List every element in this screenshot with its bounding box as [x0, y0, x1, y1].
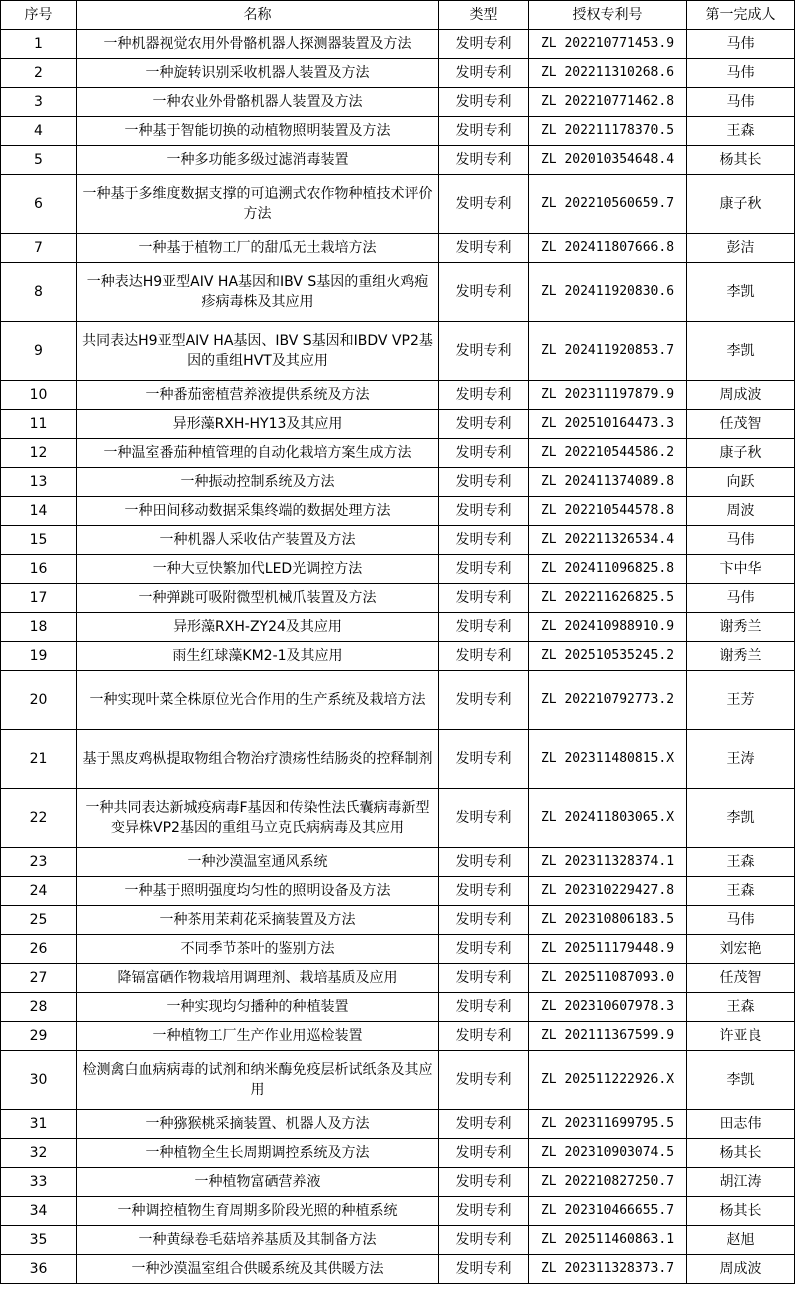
table-row — [1, 730, 795, 789]
cell-name: 一种猕猴桃采摘装置、机器人及方法 — [77, 1110, 439, 1139]
cell-type: 发明专利 — [439, 175, 529, 234]
cell-no: 27 — [1, 964, 77, 993]
cell-type: 发明专利 — [439, 1226, 529, 1255]
table-row — [1, 88, 795, 117]
cell-person: 向跃 — [687, 468, 795, 497]
cell-no: 10 — [1, 381, 77, 410]
cell-no: 20 — [1, 671, 77, 730]
cell-person: 王涛 — [687, 730, 795, 789]
cell-patent: ZL 202511179448.9 — [529, 935, 687, 964]
cell-no: 5 — [1, 146, 77, 175]
cell-person: 康子秋 — [687, 439, 795, 468]
cell-person: 李凯 — [687, 263, 795, 322]
cell-person: 杨其长 — [687, 146, 795, 175]
cell-patent: ZL 202211326534.4 — [529, 526, 687, 555]
cell-person: 王森 — [687, 848, 795, 877]
table-row — [1, 877, 795, 906]
cell-type: 发明专利 — [439, 730, 529, 789]
cell-patent: ZL 202210544586.2 — [529, 439, 687, 468]
cell-patent: ZL 202210771462.8 — [529, 88, 687, 117]
cell-no: 11 — [1, 410, 77, 439]
cell-name: 一种沙漠温室组合供暖系统及其供暖方法 — [77, 1255, 439, 1284]
cell-name: 一种植物富硒营养液 — [77, 1168, 439, 1197]
cell-name: 一种农业外骨骼机器人装置及方法 — [77, 88, 439, 117]
cell-name: 基于黑皮鸡枞提取物组合物治疗溃疡性结肠炎的控释制剂 — [77, 730, 439, 789]
cell-no: 25 — [1, 906, 77, 935]
table-row — [1, 146, 795, 175]
cell-person: 王森 — [687, 117, 795, 146]
cell-type: 发明专利 — [439, 1110, 529, 1139]
cell-no: 33 — [1, 1168, 77, 1197]
cell-type: 发明专利 — [439, 671, 529, 730]
cell-type: 发明专利 — [439, 1168, 529, 1197]
table-row — [1, 555, 795, 584]
cell-patent: ZL 202511222926.X — [529, 1051, 687, 1110]
table-row — [1, 613, 795, 642]
cell-no: 21 — [1, 730, 77, 789]
cell-no: 28 — [1, 993, 77, 1022]
cell-type: 发明专利 — [439, 88, 529, 117]
cell-patent: ZL 202211626825.5 — [529, 584, 687, 613]
cell-no: 30 — [1, 1051, 77, 1110]
cell-person: 刘宏艳 — [687, 935, 795, 964]
table-row — [1, 964, 795, 993]
cell-name: 异形藻RXH-ZY24及其应用 — [77, 613, 439, 642]
cell-type: 发明专利 — [439, 322, 529, 381]
cell-type: 发明专利 — [439, 30, 529, 59]
cell-no: 34 — [1, 1197, 77, 1226]
table-row — [1, 993, 795, 1022]
cell-person: 谢秀兰 — [687, 613, 795, 642]
table-row — [1, 1022, 795, 1051]
cell-type: 发明专利 — [439, 146, 529, 175]
cell-no: 35 — [1, 1226, 77, 1255]
cell-type: 发明专利 — [439, 468, 529, 497]
cell-type: 发明专利 — [439, 1197, 529, 1226]
cell-type: 发明专利 — [439, 381, 529, 410]
table-row — [1, 234, 795, 263]
cell-patent: ZL 202210771453.9 — [529, 30, 687, 59]
cell-type: 发明专利 — [439, 555, 529, 584]
table-row — [1, 935, 795, 964]
cell-person: 马伟 — [687, 59, 795, 88]
cell-patent: ZL 202310607978.3 — [529, 993, 687, 1022]
cell-patent: ZL 202511460863.1 — [529, 1226, 687, 1255]
cell-person: 马伟 — [687, 526, 795, 555]
cell-name: 一种植物全生长周期调控系统及方法 — [77, 1139, 439, 1168]
cell-person: 许亚良 — [687, 1022, 795, 1051]
cell-person: 马伟 — [687, 906, 795, 935]
cell-no: 12 — [1, 439, 77, 468]
cell-name: 异形藻RXH-HY13及其应用 — [77, 410, 439, 439]
cell-type: 发明专利 — [439, 1022, 529, 1051]
cell-no: 2 — [1, 59, 77, 88]
cell-type: 发明专利 — [439, 1051, 529, 1110]
cell-type: 发明专利 — [439, 877, 529, 906]
table-row — [1, 263, 795, 322]
cell-person: 杨其长 — [687, 1197, 795, 1226]
cell-person: 任茂智 — [687, 964, 795, 993]
cell-name: 一种基于植物工厂的甜瓜无土栽培方法 — [77, 234, 439, 263]
cell-type: 发明专利 — [439, 439, 529, 468]
cell-no: 1 — [1, 30, 77, 59]
cell-person: 胡江涛 — [687, 1168, 795, 1197]
cell-patent: ZL 202310466655.7 — [529, 1197, 687, 1226]
cell-patent: ZL 202311197879.9 — [529, 381, 687, 410]
cell-no: 18 — [1, 613, 77, 642]
cell-type: 发明专利 — [439, 59, 529, 88]
table-row — [1, 497, 795, 526]
cell-type: 发明专利 — [439, 848, 529, 877]
cell-patent: ZL 202310806183.5 — [529, 906, 687, 935]
cell-name: 一种植物工厂生产作业用巡检装置 — [77, 1022, 439, 1051]
cell-name: 一种实现叶菜全株原位光合作用的生产系统及栽培方法 — [77, 671, 439, 730]
cell-patent: ZL 202411803065.X — [529, 789, 687, 848]
cell-patent: ZL 202411096825.8 — [529, 555, 687, 584]
cell-patent: ZL 202311328373.7 — [529, 1255, 687, 1284]
cell-name: 一种共同表达新城疫病毒F基因和传染性法氏囊病毒新型变异株VP2基因的重组马立克氏病病毒及其应用 — [77, 789, 439, 848]
cell-no: 31 — [1, 1110, 77, 1139]
cell-person: 王森 — [687, 993, 795, 1022]
cell-name: 一种田间移动数据采集终端的数据处理方法 — [77, 497, 439, 526]
cell-no: 17 — [1, 584, 77, 613]
header-row — [1, 1, 795, 30]
cell-no: 4 — [1, 117, 77, 146]
cell-no: 36 — [1, 1255, 77, 1284]
table-row — [1, 117, 795, 146]
cell-person: 王森 — [687, 877, 795, 906]
cell-person: 杨其长 — [687, 1139, 795, 1168]
cell-person: 彭洁 — [687, 234, 795, 263]
table-row — [1, 59, 795, 88]
cell-name: 一种基于多维度数据支撑的可追溯式农作物种植技术评价方法 — [77, 175, 439, 234]
cell-patent: ZL 202211310268.6 — [529, 59, 687, 88]
cell-type: 发明专利 — [439, 526, 529, 555]
cell-person: 周波 — [687, 497, 795, 526]
cell-name: 一种温室番茄种植管理的自动化栽培方案生成方法 — [77, 439, 439, 468]
cell-person: 马伟 — [687, 88, 795, 117]
cell-type: 发明专利 — [439, 906, 529, 935]
cell-person: 谢秀兰 — [687, 642, 795, 671]
table-row — [1, 468, 795, 497]
cell-person: 李凯 — [687, 322, 795, 381]
cell-type: 发明专利 — [439, 584, 529, 613]
cell-person: 田志伟 — [687, 1110, 795, 1139]
cell-type: 发明专利 — [439, 263, 529, 322]
table-row — [1, 671, 795, 730]
cell-no: 9 — [1, 322, 77, 381]
cell-name: 一种旋转识别采收机器人装置及方法 — [77, 59, 439, 88]
table-row — [1, 381, 795, 410]
cell-name: 雨生红球藻KM2-1及其应用 — [77, 642, 439, 671]
cell-person: 卞中华 — [687, 555, 795, 584]
cell-patent: ZL 202210544578.8 — [529, 497, 687, 526]
table-body — [1, 30, 795, 1284]
cell-name: 不同季节茶叶的鉴别方法 — [77, 935, 439, 964]
cell-person: 李凯 — [687, 1051, 795, 1110]
cell-name: 一种实现均匀播种的种植装置 — [77, 993, 439, 1022]
table-row — [1, 30, 795, 59]
cell-patent: ZL 202310229427.8 — [529, 877, 687, 906]
cell-patent: ZL 202411920830.6 — [529, 263, 687, 322]
cell-person: 马伟 — [687, 584, 795, 613]
table-row — [1, 642, 795, 671]
cell-no: 8 — [1, 263, 77, 322]
cell-patent: ZL 202111367599.9 — [529, 1022, 687, 1051]
table-row — [1, 175, 795, 234]
cell-type: 发明专利 — [439, 993, 529, 1022]
cell-type: 发明专利 — [439, 964, 529, 993]
table-row — [1, 1197, 795, 1226]
cell-patent: ZL 202411920853.7 — [529, 322, 687, 381]
cell-type: 发明专利 — [439, 410, 529, 439]
cell-no: 19 — [1, 642, 77, 671]
cell-person: 任茂智 — [687, 410, 795, 439]
cell-name: 降镉富硒作物栽培用调理剂、栽培基质及应用 — [77, 964, 439, 993]
table-row — [1, 1110, 795, 1139]
cell-type: 发明专利 — [439, 1255, 529, 1284]
cell-name: 一种茶用茉莉花采摘装置及方法 — [77, 906, 439, 935]
cell-type: 发明专利 — [439, 1139, 529, 1168]
cell-patent: ZL 202210827250.7 — [529, 1168, 687, 1197]
cell-name: 检测禽白血病病毒的试剂和纳米酶免疫层析试纸条及其应用 — [77, 1051, 439, 1110]
cell-no: 24 — [1, 877, 77, 906]
table-row — [1, 584, 795, 613]
table-row — [1, 322, 795, 381]
table-row — [1, 906, 795, 935]
cell-name: 一种振动控制系统及方法 — [77, 468, 439, 497]
cell-type: 发明专利 — [439, 613, 529, 642]
cell-type: 发明专利 — [439, 117, 529, 146]
table-row — [1, 1139, 795, 1168]
cell-person: 赵旭 — [687, 1226, 795, 1255]
cell-patent: ZL 202410988910.9 — [529, 613, 687, 642]
cell-patent: ZL 202411374089.8 — [529, 468, 687, 497]
header-no: 序号 — [1, 1, 77, 30]
cell-name: 一种机器视觉农用外骨骼机器人探测器装置及方法 — [77, 30, 439, 59]
cell-patent: ZL 202411807666.8 — [529, 234, 687, 263]
cell-patent: ZL 202310903074.5 — [529, 1139, 687, 1168]
cell-type: 发明专利 — [439, 234, 529, 263]
cell-patent: ZL 202210792773.2 — [529, 671, 687, 730]
cell-no: 23 — [1, 848, 77, 877]
cell-no: 26 — [1, 935, 77, 964]
cell-patent: ZL 202211178370.5 — [529, 117, 687, 146]
cell-name: 一种大豆快繁加代LED光调控方法 — [77, 555, 439, 584]
cell-name: 一种黄绿卷毛菇培养基质及其制备方法 — [77, 1226, 439, 1255]
cell-no: 29 — [1, 1022, 77, 1051]
cell-patent: ZL 202210560659.7 — [529, 175, 687, 234]
cell-name: 一种机器人采收估产装置及方法 — [77, 526, 439, 555]
cell-patent: ZL 202510164473.3 — [529, 410, 687, 439]
table-row — [1, 1051, 795, 1110]
cell-name: 共同表达H9亚型AIV HA基因、IBV S基因和IBDV VP2基因的重组HVT及其应用 — [77, 322, 439, 381]
cell-no: 14 — [1, 497, 77, 526]
cell-no: 15 — [1, 526, 77, 555]
table-row — [1, 439, 795, 468]
header-type: 类型 — [439, 1, 529, 30]
cell-name: 一种基于智能切换的动植物照明装置及方法 — [77, 117, 439, 146]
table-row — [1, 1226, 795, 1255]
cell-no: 22 — [1, 789, 77, 848]
cell-person: 李凯 — [687, 789, 795, 848]
cell-patent: ZL 202311480815.X — [529, 730, 687, 789]
cell-no: 16 — [1, 555, 77, 584]
table-row — [1, 848, 795, 877]
cell-patent: ZL 202311328374.1 — [529, 848, 687, 877]
cell-person: 周成波 — [687, 1255, 795, 1284]
cell-person: 王芳 — [687, 671, 795, 730]
cell-person: 康子秋 — [687, 175, 795, 234]
cell-name: 一种弹跳可吸附微型机械爪装置及方法 — [77, 584, 439, 613]
cell-type: 发明专利 — [439, 497, 529, 526]
table-row — [1, 1168, 795, 1197]
cell-patent: ZL 202510535245.2 — [529, 642, 687, 671]
cell-name: 一种沙漠温室通风系统 — [77, 848, 439, 877]
cell-type: 发明专利 — [439, 642, 529, 671]
cell-person: 周成波 — [687, 381, 795, 410]
cell-patent: ZL 202010354648.4 — [529, 146, 687, 175]
cell-no: 3 — [1, 88, 77, 117]
cell-no: 6 — [1, 175, 77, 234]
cell-name: 一种番茄密植营养液提供系统及方法 — [77, 381, 439, 410]
table-row — [1, 789, 795, 848]
cell-patent: ZL 202511087093.0 — [529, 964, 687, 993]
header-patent: 授权专利号 — [529, 1, 687, 30]
cell-patent: ZL 202311699795.5 — [529, 1110, 687, 1139]
cell-no: 7 — [1, 234, 77, 263]
table-row — [1, 410, 795, 439]
cell-name: 一种调控植物生育周期多阶段光照的种植系统 — [77, 1197, 439, 1226]
cell-name: 一种多功能多级过滤消毒装置 — [77, 146, 439, 175]
header-person: 第一完成人 — [687, 1, 795, 30]
cell-type: 发明专利 — [439, 789, 529, 848]
header-name: 名称 — [77, 1, 439, 30]
cell-person: 马伟 — [687, 30, 795, 59]
table-row — [1, 526, 795, 555]
cell-no: 32 — [1, 1139, 77, 1168]
cell-type: 发明专利 — [439, 935, 529, 964]
cell-no: 13 — [1, 468, 77, 497]
table-row — [1, 1255, 795, 1284]
cell-name: 一种基于照明强度均匀性的照明设备及方法 — [77, 877, 439, 906]
cell-name: 一种表达H9亚型AIV HA基因和IBV S基因的重组火鸡疱疹病毒株及其应用 — [77, 263, 439, 322]
